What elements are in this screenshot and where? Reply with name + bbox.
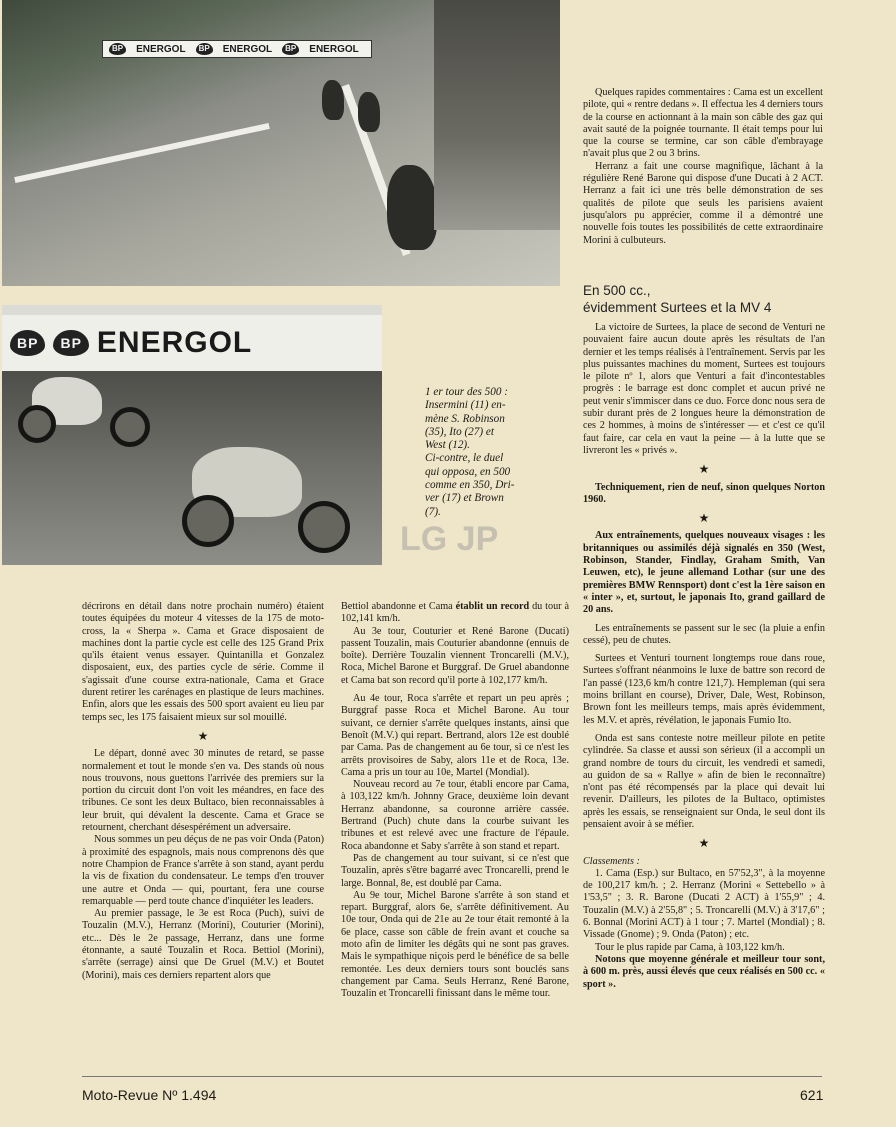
caption-line: 1 er tour des 500 :: [425, 386, 508, 398]
caption-line: ver (17) et Brown: [425, 492, 504, 505]
wheel-icon: [298, 501, 350, 553]
banner-text: ENERGOL: [222, 43, 273, 55]
paragraph: Aux entraînements, quelques nouveaux visages : les britanniques ou assimilés déjà signalés en 350 (West, Robinson, Stander, Findlay, Graham Smith, Van Leuwen, etc), le jeune allemand Lothar (sur une des premières BMW Rennsport) dont c'est la 1ère saison en « inter », et, surtout, le japonais Ito, grand gaillard de 20 ans.: [583, 530, 825, 616]
paragraph: La victoire de Surtees, la place de second de Venturi ne pouvaient faire aucun doute après les résultats de l'an dernier et les temps réalisés à l'entraînement. Servis par les plus puissantes machines du moment, Surtees est toujours le pilote nº 1, alors que Venturi a fait d'incontestables progrès : le barrage est donc complet et aucun privé ne peut venir s'immiscer dans ce duo. Force donc nous sera de subir durant près de 2 longues heure la démonstration de ces 2 hommes, à moins de s'intéresser — et c'est ce qu'il faut faire, car cela en vaut la peine — à la lutte que se livreront les « privés ».: [583, 322, 825, 456]
footer-rule: [82, 1076, 822, 1077]
paragraph: Pas de changement au tour suivant, si ce n'est que Touzalin, après s'être bagarré avec Troncarelli, prend le large. Bonnal, 8e, est doublé par Cama.: [341, 852, 569, 889]
paragraph: Au 4e tour, Roca s'arrête et repart un peu après ; Burggraf passe Roca et Michel Barone. Au tour suivant, ce dernier s'arrête quelques instants, ainsi que Benoît (M.V.) qui repart. Bertrand, alors 12e est doublé par Cama. Pas de changement au 6e tour, si ce n'est les arrêts provisoires de Saby, alors 11e et de Roca, 13e. Cama a pris un tour au 10e, Martel (Mondial).: [341, 693, 569, 778]
section-heading: [583, 282, 843, 316]
banner-text: ENERGOL: [136, 43, 186, 55]
paragraph: [341, 601, 569, 626]
rider-icon: [358, 92, 380, 132]
separator-star-icon: ★: [698, 462, 710, 477]
heading-line: En 500 cc.,: [583, 283, 651, 298]
heading-line: évidemment Surtees et la MV 4: [583, 300, 772, 315]
paragraph: Herranz a fait une course magnifique, lâchant à la régulière René Barone qui dispose d'une Ducati à 2 ACT. Herranz a fait ici une très belle démonstration de ses qualités de pilote que seuls les parisiens avaient jusqu'alors pu apprécier, comme il a démontré une nouvelle fois toutes les possibilités de cette extraordinaire Morini à culbuteurs.: [583, 160, 823, 246]
article-column-left: [82, 601, 324, 982]
paragraph: Nouveau record au 7e tour, établi encore par Cama, à 103,122 km/h. Johnny Grace, deuxième loin devant Herranz abandonne, sa couronne arrière cassée. Bertrand (Puch) chute dans la courbe suivant les tribunes et est relevé avec une fracture de l'épaule. Roca abandonne et Saby s'arrête à son stand et repart.: [341, 779, 569, 852]
caption-line: comme en 350, Dri-: [425, 479, 515, 492]
classement-title: Classements :: [583, 855, 640, 867]
paragraph: Onda est sans conteste notre meilleur pilote en petite cylindrée. Sa classe et aussi son sérieux (il a accompli un grand nombre de tours du circuit, les vendredi et samedi, au guidon de sa « Rallye » afin de bien le reconnaître) n'ont pas été récompensés par la place qui devait lui revenir. D'ailleurs, les pilotes de la Bultaco, optimistes après les essais, se renseignaient sur Onda, le seul dont ils pensaient avoir à se méfier.: [583, 732, 825, 830]
caption-line: (35), Ito (27) et: [425, 425, 494, 438]
magazine-issue: Moto-Revue Nº 1.494: [82, 1087, 217, 1103]
wheel-icon: [110, 407, 150, 447]
text-run: Bettiol abandonne et Cama: [341, 601, 456, 612]
paragraph: Au premier passage, le 3e est Roca (Puch), suivi de Touzalin (M.V.), Herranz (Morini), Couturier (Morini), etc... Dès le 2e passage, Herranz, dans une forme étonnante, a sauté Touzalin et Roca. Bettiol (Morini), s'arrête (serrage) ainsi que De Gruel (M.V.) et Boutet (Morini), mais ces derniers repartent alors que: [82, 908, 324, 981]
bp-logo-icon: BP: [196, 43, 213, 55]
paragraph: Tour le plus rapide par Cama, à 103,122 km/h.: [595, 941, 785, 953]
paragraph: Au 9e tour, Michel Barone s'arrête à son stand et repart. Burggraf, alors 6e, s'arrête définitivement. Au 10e tour, Onda qui de 21e au 2e tour était remonté à la 6e place, casse son câble de frein avant et couche sa moto afin de limiter les dégâts qui ne sont pas graves. Mais le sympathique niçois perd le bénéfice de sa belle remontée. Les deux derniers tours sont bouclés sans changement par Cama. Seuls Herranz, René Barone, Touzalin et Troncarelli finissant dans le même tour.: [341, 889, 569, 1000]
article-column-middle: [341, 601, 569, 1001]
paragraph: Le départ, donné avec 30 minutes de retard, se passe normalement et tout le monde s'en va. Des stands où nous nous trouvons, nous guettons l'arrivée des premiers sur la portion du circuit dont l'on voit les méandres, en face des tribunes. Ce sont les deux Bultaco, bien reconnaissables à leur bruit, qui dévalent la descente. Cama et Grace se retournent, cherchant désespérément un adversaire.: [82, 748, 324, 834]
paragraph: 1. Cama (Esp.) sur Bultaco, en 57'52,3", à la moyenne de 100,217 km/h. ; 2. Herranz (Morini « Settebello » à 1'53,5" ; 3. R. Barone (Ducati 2 ACT) à 1'55,9" ; 4. Touzalin (M.V.) à 2'55,8" ; 5. Troncarelli (M.V.) à 3'17,6" ; 6. Bonnal (Morini ACT) à 1 tour ; 7. Martel (Mondial) ; 8. Vissade (Gnome) ; 9. Onda (Paton) ; etc.: [583, 867, 825, 941]
paragraph: décrirons en détail dans notre prochain numéro) étaient toutes équipées du moteur 4 vitesses de la 175 de moto-cross, la « Sherpa ». Cama et Grace disposaient de machines dont la partie cycle est celle des 125 Grand Prix qu'ils étaient venus essayer. Quintanilla et Gonzalez disposaient, eux, des parties cycle de série. Comme il s'agissait d'une course extra-nationale, Cama et Grace durent retirer les carénages en plastique de leurs machines. Enfin, alors que les essais des 500 sport avaient eu lieu par temps sec, les 175 faisaient mieux sur sol mouillé.: [82, 601, 324, 723]
caption-line: West (12).: [425, 439, 470, 452]
energol-banner-top: [102, 40, 372, 58]
watermark-logo: LG JP: [400, 520, 499, 558]
paragraph: Notons que moyenne générale et meilleur tour sont, à 600 m. près, aussi élevés que ceux réalisés en 500 cc. « sport ».: [583, 953, 825, 990]
photo-caption: [425, 386, 560, 519]
paragraph: Au 3e tour, Couturier et René Barone (Ducati) passent Touzalin, mais Couturier abandonne (ennuis de boîte). Derrière Touzalin viennent Troncarelli (M.V.), Roca, Michel Barone et Burggraf. De Gruel abandonne et Cama bat son record qu'il porte à 102,177 km/h.: [341, 625, 569, 686]
paragraph: Nous sommes un peu déçus de ne pas voir Onda (Paton) à proximité des espagnols, mais nous comprenons dès que notre Champion de France s'arrête à son stand, ayant perdu la vis de fixation du condensateur. Le temps d'en trouver une autre et Onda — qui, pourtant, fera une course remarquable — perd toute chance d'inquiéter les leaders.: [82, 834, 324, 907]
article-column-right: [583, 322, 825, 991]
bp-logo-icon: BP: [53, 330, 88, 356]
paragraph: Surtees et Venturi tournent longtemps roue dans roue, Surtees s'offrant néanmoins le luxe de battre son record de l'an passé (123,6 km/h contre 121,7). Hempleman (qui sera moins brillant en course), Driver, Dale, West, Robinson, Brown font les meilleurs temps, mais après évidemment, les M.V. et après, révélation, le japonais Fumio Ito.: [583, 653, 825, 726]
rider-icon: [322, 80, 344, 120]
banner-text: ENERGOL: [96, 326, 253, 359]
paragraph: Quelques rapides commentaires : Cama est un excellent pilote, qui « rentre dedans ». Il effectua les 4 derniers tours de la course en actionnant à la main son câble des gaz qui avait sauté de la poignée tournante. Il était temps pour lui que la course se termine, car son câble d'embrayage n'avait plus que 2 ou 3 brins.: [583, 87, 823, 160]
caption-line: (7).: [425, 505, 441, 518]
text-run: établit un record: [455, 601, 530, 612]
article-column-right-top: [583, 87, 823, 247]
banner-text: ENERGOL: [309, 43, 359, 55]
separator-star-icon: ★: [698, 511, 710, 526]
wheel-icon: [182, 495, 234, 547]
rider-icon: [387, 165, 437, 250]
caption-line: mène S. Robinson: [425, 412, 505, 425]
caption-line: qui opposa, en 500: [425, 465, 511, 478]
bp-logo-icon: BP: [282, 43, 299, 55]
race-photo-bottom: [2, 305, 382, 565]
caption-line: Ci-contre, le duel: [425, 452, 504, 465]
race-photo-top: [2, 0, 560, 286]
wheel-icon: [18, 405, 56, 443]
page-number: 621: [800, 1087, 824, 1103]
bp-logo-icon: BP: [109, 43, 126, 55]
separator-star-icon: ★: [698, 836, 710, 851]
text-run: du tour à 102,141 km/h.: [341, 601, 569, 625]
paragraph: Les entraînements se passent sur le sec (la pluie a enfin cessé), peu de chutes.: [583, 622, 825, 646]
rock-wall: [434, 0, 560, 230]
caption-line: Insermini (11) en-: [425, 399, 506, 412]
energol-banner-bottom: [2, 315, 382, 371]
track-edge-line: [14, 123, 270, 183]
bp-logo-icon: BP: [10, 330, 45, 356]
separator-star-icon: ★: [197, 728, 209, 743]
paragraph: Techniquement, rien de neuf, sinon quelques Norton 1960.: [583, 481, 825, 505]
